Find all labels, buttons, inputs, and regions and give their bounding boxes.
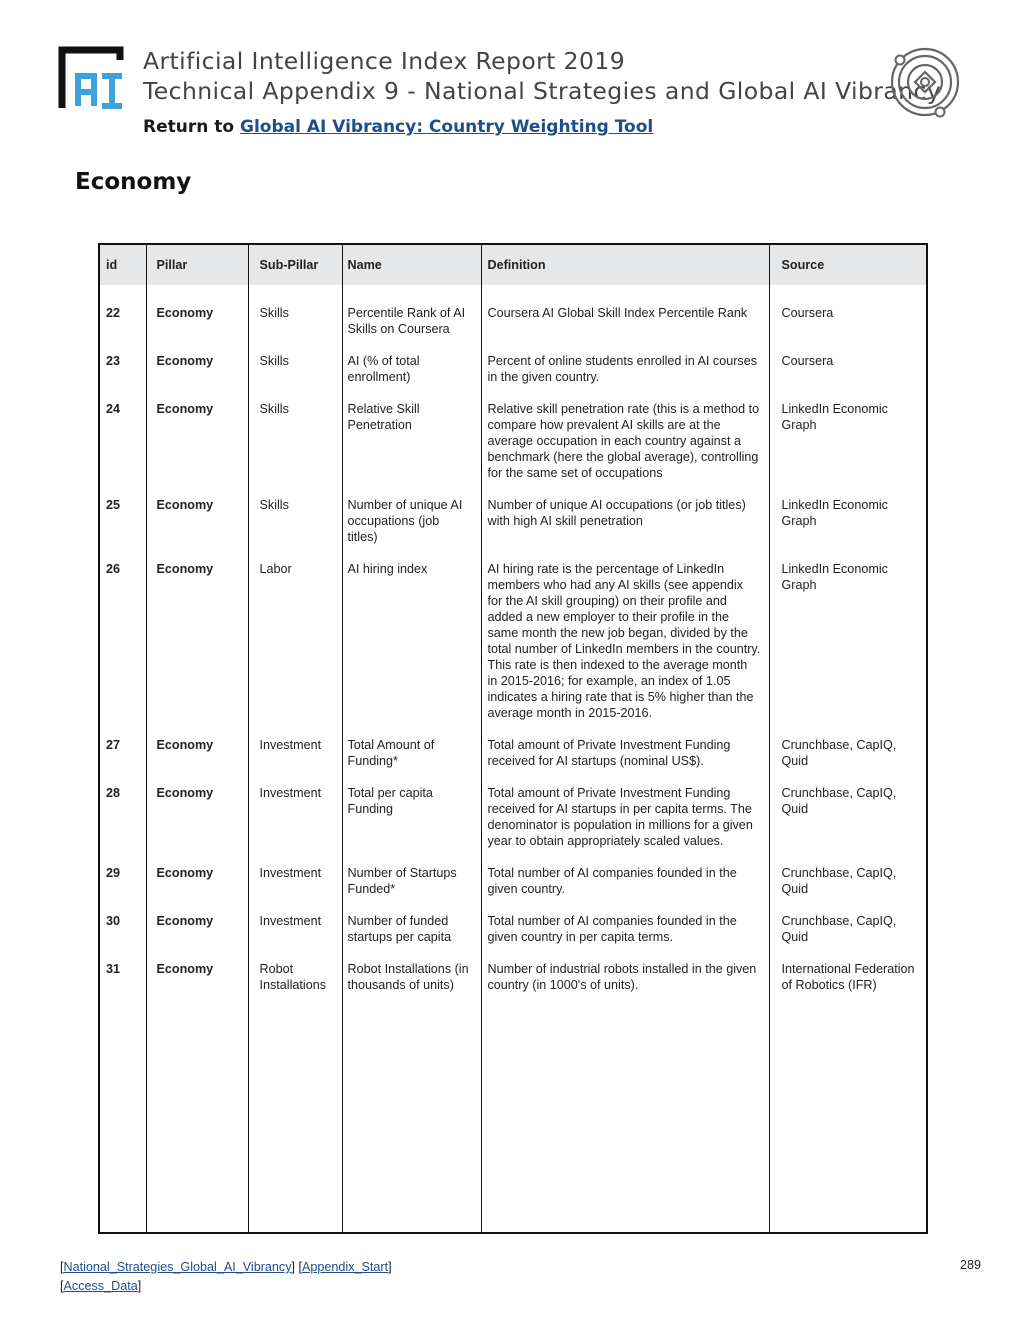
cell-source: Crunchbase, CapIQ, Quid <box>769 737 926 785</box>
cell-source: Crunchbase, CapIQ, Quid <box>769 785 926 865</box>
bracket: ] [ <box>291 1260 302 1274</box>
empty-cell <box>100 1009 146 1232</box>
cell-definition: Total number of AI companies founded in the given country in per capita terms. <box>481 913 769 961</box>
cell-sub-pillar: Skills <box>248 401 342 497</box>
footer-links <box>60 1258 392 1296</box>
column-header-sub-pillar: Sub-Pillar <box>248 245 342 285</box>
return-prefix: Return to <box>143 117 240 137</box>
cell-definition: Total amount of Private Investment Funding received for AI startups in per capita terms. The denominator is population in millions for a given year to obtain appropriately scaled values. <box>481 785 769 865</box>
cell-definition: Coursera AI Global Skill Index Percentile Rank <box>481 285 769 353</box>
ai-index-logo <box>58 46 130 110</box>
cell-sub-pillar: Skills <box>248 497 342 561</box>
bracket: ] <box>388 1260 392 1274</box>
cell-sub-pillar: Skills <box>248 353 342 401</box>
cell-name: Number of Startups Funded* <box>342 865 481 913</box>
cell-source: Crunchbase, CapIQ, Quid <box>769 865 926 913</box>
footer-line-2 <box>60 1277 392 1296</box>
column-header-id: id <box>100 245 146 285</box>
cell-id: 23 <box>106 354 121 368</box>
cell-sub-pillar: Investment <box>248 785 342 865</box>
national-strategies-link[interactable]: National_Strategies_Global_AI_Vibrancy <box>63 1260 292 1274</box>
cell-sub-pillar: Robot Installations <box>248 961 342 1009</box>
cell-sub-pillar: Skills <box>248 285 342 353</box>
page-number: 289 <box>960 1258 982 1272</box>
cell-id: 28 <box>106 786 121 800</box>
cell-source: LinkedIn Economic Graph <box>769 497 926 561</box>
table-body <box>100 285 926 1232</box>
cell-definition: Number of industrial robots installed in the given country (in 1000's of units). <box>481 961 769 1009</box>
table-row <box>100 961 926 1009</box>
cell-pillar: Economy <box>146 865 248 913</box>
cell-source: Coursera <box>769 285 926 353</box>
cell-pillar: Economy <box>146 737 248 785</box>
cell-name: AI hiring index <box>342 561 481 737</box>
table-row <box>100 401 926 497</box>
cell-name: Percentile Rank of AI Skills on Coursera <box>342 285 481 353</box>
cell-id: 25 <box>106 498 121 512</box>
appendix-title: Technical Appendix 9 - National Strategies and Global AI Vibrancy <box>143 77 942 105</box>
cell-id: 29 <box>106 866 121 880</box>
cell-name: AI (% of total enrollment) <box>342 353 481 401</box>
cell-sub-pillar: Labor <box>248 561 342 737</box>
column-header-pillar: Pillar <box>146 245 248 285</box>
empty-cell <box>342 1009 481 1232</box>
report-title: Artificial Intelligence Index Report 2019 <box>143 47 626 75</box>
cell-name: Relative Skill Penetration <box>342 401 481 497</box>
return-line <box>143 117 653 137</box>
cell-name: Robot Installations (in thousands of units) <box>342 961 481 1009</box>
cell-id: 31 <box>106 962 121 976</box>
table-header-row <box>100 245 926 285</box>
cell-name: Number of unique AI occupations (job titles) <box>342 497 481 561</box>
cell-id: 27 <box>106 738 121 752</box>
column-header-definition: Definition <box>481 245 769 285</box>
table-row <box>100 561 926 737</box>
cell-definition: Percent of online students enrolled in AI courses in the given country. <box>481 353 769 401</box>
table-row <box>100 737 926 785</box>
cell-name: Total Amount of Funding* <box>342 737 481 785</box>
section-title: Economy <box>75 169 192 195</box>
appendix-start-link[interactable]: Appendix_Start <box>302 1260 389 1274</box>
cell-source: Coursera <box>769 353 926 401</box>
cell-pillar: Economy <box>146 785 248 865</box>
cell-pillar: Economy <box>146 961 248 1009</box>
country-weighting-tool-link[interactable]: Global AI Vibrancy: Country Weighting Tool <box>239 117 654 137</box>
table-row <box>100 785 926 865</box>
empty-cell <box>248 1009 342 1232</box>
cell-id: 30 <box>106 914 121 928</box>
cell-source: LinkedIn Economic Graph <box>769 561 926 737</box>
cell-sub-pillar: Investment <box>248 737 342 785</box>
cell-pillar: Economy <box>146 913 248 961</box>
cell-pillar: Economy <box>146 561 248 737</box>
cell-id: 24 <box>106 402 121 416</box>
cell-definition: Relative skill penetration rate (this is a method to compare how prevalent AI skills are at the average occupation in each country against a benchmark (here the global average), controlling for the same set of occupations <box>481 401 769 497</box>
table-filler-row <box>100 1009 926 1232</box>
cell-name: Total per capita Funding <box>342 785 481 865</box>
indicator-table <box>100 245 926 1232</box>
cell-pillar: Economy <box>146 497 248 561</box>
table-row <box>100 497 926 561</box>
column-header-source: Source <box>769 245 926 285</box>
empty-cell <box>146 1009 248 1232</box>
orbit-emblem-icon <box>888 44 962 120</box>
cell-definition: Total amount of Private Investment Funding received for AI startups (nominal US$). <box>481 737 769 785</box>
cell-name: Number of funded startups per capita <box>342 913 481 961</box>
cell-pillar: Economy <box>146 285 248 353</box>
bracket: [ <box>60 1260 64 1274</box>
empty-cell <box>481 1009 769 1232</box>
cell-sub-pillar: Investment <box>248 913 342 961</box>
table-row <box>100 865 926 913</box>
cell-definition: AI hiring rate is the percentage of LinkedIn members who had any AI skills (see appendix for the AI skill grouping) on their profile and added a new employer to their profile in the same month the new job began, divided by the total number of LinkedIn members in the country. This rate is then indexed to the average month in 2015-2016; for example, an index of 1.05 indicates a hiring rate that is 5% higher than the average month in 2015-2016. <box>481 561 769 737</box>
cell-id: 26 <box>106 562 121 576</box>
cell-source: Crunchbase, CapIQ, Quid <box>769 913 926 961</box>
cell-sub-pillar: Investment <box>248 865 342 913</box>
cell-source: LinkedIn Economic Graph <box>769 401 926 497</box>
bracket: ] <box>137 1279 142 1293</box>
footer-line-1 <box>60 1258 392 1277</box>
cell-id: 22 <box>106 306 121 320</box>
empty-cell <box>769 1009 926 1232</box>
cell-definition: Total number of AI companies founded in the given country. <box>481 865 769 913</box>
cell-pillar: Economy <box>146 401 248 497</box>
access-data-link[interactable]: Access_Data <box>63 1279 138 1293</box>
bracket: [ <box>60 1279 64 1293</box>
table-row <box>100 913 926 961</box>
table-row <box>100 285 926 353</box>
cell-definition: Number of unique AI occupations (or job titles) with high AI skill penetration <box>481 497 769 561</box>
cell-source: International Federation of Robotics (IFR) <box>769 961 926 1009</box>
table-row <box>100 353 926 401</box>
cell-pillar: Economy <box>146 353 248 401</box>
indicator-table-frame <box>98 243 928 1234</box>
column-header-name: Name <box>342 245 481 285</box>
